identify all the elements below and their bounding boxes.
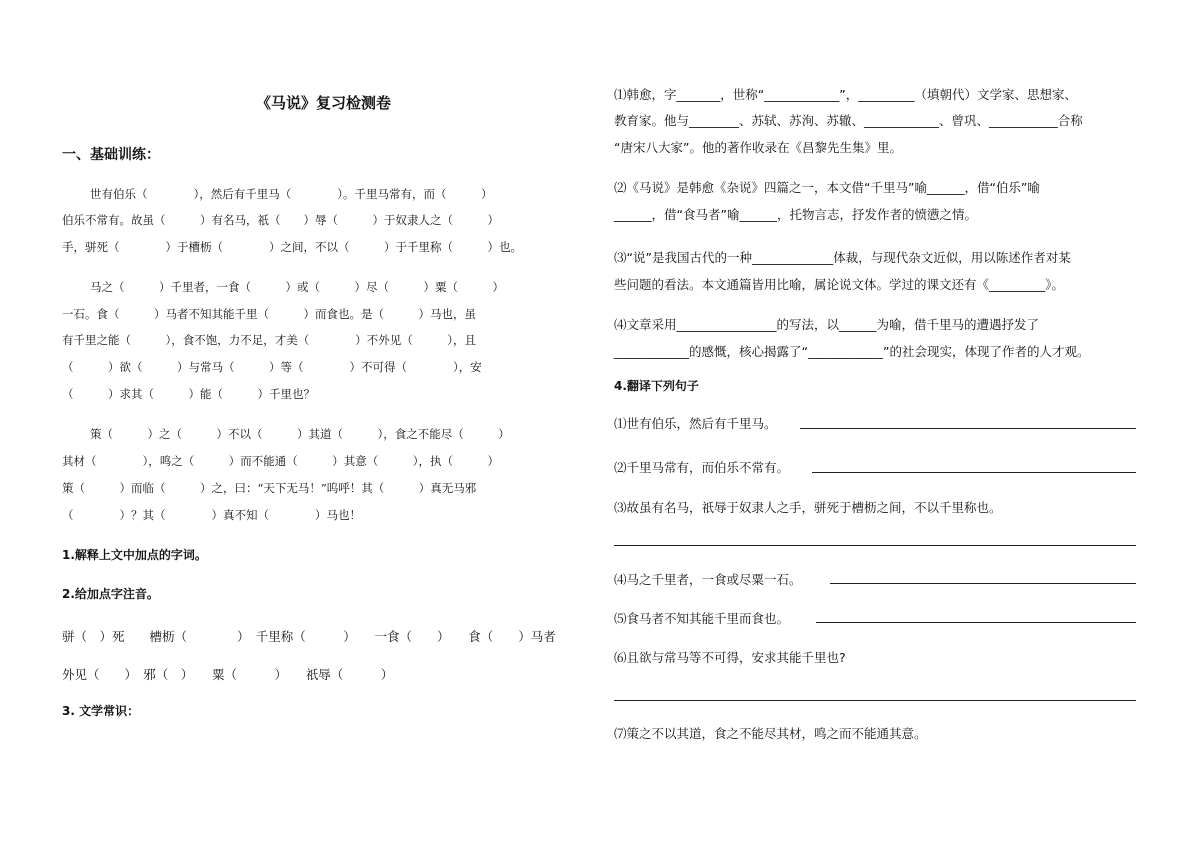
answer-line[interactable] (812, 472, 1136, 473)
passage-line: （ ）？其（ ）真不知（ ）马也！ (62, 508, 361, 522)
passage-line: 策（ ）之（ ）不以（ ）其道（ ），食之不能尽（ ） (90, 427, 510, 441)
pinyin-row: 外见（ ） 邪（ ） 粟（ ） 祇辱（ ） (62, 667, 394, 682)
question-3: 3. 文学常识： (62, 704, 140, 718)
passage-line: 马之（ ）千里者，一食（ ）或（ ）尽（ ）粟（ ） (90, 280, 504, 294)
translate-item: ⑹且欲与常马等不可得，安求其能千里也? (614, 650, 846, 665)
passage-line: 伯乐不常有。故虽（ ）有名马，祇（ ）辱（ ）于奴隶人之（ ） (62, 213, 499, 227)
passage-line: （ ）欲（ ）与常马（ ）等（ ）不可得（ ），安 (62, 360, 482, 374)
question-4: 4.翻译下列句子 (614, 379, 699, 393)
translate-item: ⑷马之千里者，一食或尽粟一石。 (614, 572, 802, 587)
passage-line: 策（ ）而临（ ）之，曰：“天下无马！”呜呼！其（ ）真无马邪 (62, 481, 477, 495)
question-2: 2.给加点字注音。 (62, 587, 159, 601)
passage-line: （ ）求其（ ）能（ ）千里也？ (62, 387, 315, 401)
lit-line: 教育家。他与________、苏轼、苏洵、苏辙、____________、曾巩、___________合称 (614, 113, 1083, 128)
lit-line: ______，借“食马者”喻______，托物言志，抒发作者的愤懑之情。 (614, 207, 977, 222)
translate-item: ⑸食马者不知其能千里而食也。 (614, 611, 790, 626)
lit-line: ⑶“说”是我国古代的一种_____________体裁，与现代杂文近似，用以陈述作者对某 (614, 250, 1071, 265)
lit-line: ____________的感慨，核心揭露了“____________”的社会现实，体现了作者的人才观。 (614, 344, 1090, 359)
pinyin-row: 骈（ ）死 槽枥（ ） 千里称（ ） 一食（ ） 食（ ）马者 (62, 629, 556, 644)
answer-line[interactable] (830, 583, 1136, 584)
section-heading: 一、基础训练： (62, 147, 160, 163)
passage-line: 有千里之能（ ），食不饱，力不足，才美（ ）不外见（ ），且 (62, 333, 476, 347)
passage-line: 一石。食（ ）马者不知其能千里（ ）而食也。是（ ）马也，虽 (62, 307, 476, 321)
answer-line[interactable] (800, 428, 1136, 429)
lit-line: ⑷文章采用________________的写法，以______为喻，借千里马的遭遇抒发了 (614, 317, 1040, 332)
translate-item: ⑶故虽有名马，祇辱于奴隶人之手，骈死于槽枥之间，不以千里称也。 (614, 500, 1002, 515)
answer-line[interactable] (614, 700, 1136, 701)
page-title: 《马说》复习检测卷 (256, 94, 392, 112)
lit-line: “唐宋八大家”。他的著作收录在《昌黎先生集》里。 (614, 140, 902, 155)
translate-item: ⑵千里马常有，而伯乐不常有。 (614, 460, 790, 475)
passage-line: 手，骈死（ ）于槽枥（ ）之间，不以（ ）于千里称（ ）也。 (62, 240, 522, 254)
translate-item: ⑴世有伯乐，然后有千里马。 (614, 416, 777, 431)
translate-item: ⑺策之不以其道，食之不能尽其材，鸣之而不能通其意。 (614, 726, 927, 741)
lit-line: ⑴韩愈，字_______，世称“____________”，_________（填朝代）文学家、思想家、 (614, 87, 1077, 102)
lit-line: 些问题的看法。本文通篇皆用比喻，属论说文体。学过的课文还有《_________》。 (614, 277, 1065, 292)
lit-line: ⑵《马说》是韩愈《杂说》四篇之一，本文借“千里马”喻______，借“伯乐”喻 (614, 180, 1040, 195)
question-1: 1.解释上文中加点的字词。 (62, 548, 207, 562)
answer-line[interactable] (614, 545, 1136, 546)
passage-line: 世有伯乐（ ），然后有千里马（ ）。千里马常有，而（ ） (90, 187, 493, 201)
passage-line: 其材（ ），鸣之（ ）而不能通（ ）其意（ ），执（ ） (62, 454, 499, 468)
answer-line[interactable] (816, 622, 1136, 623)
